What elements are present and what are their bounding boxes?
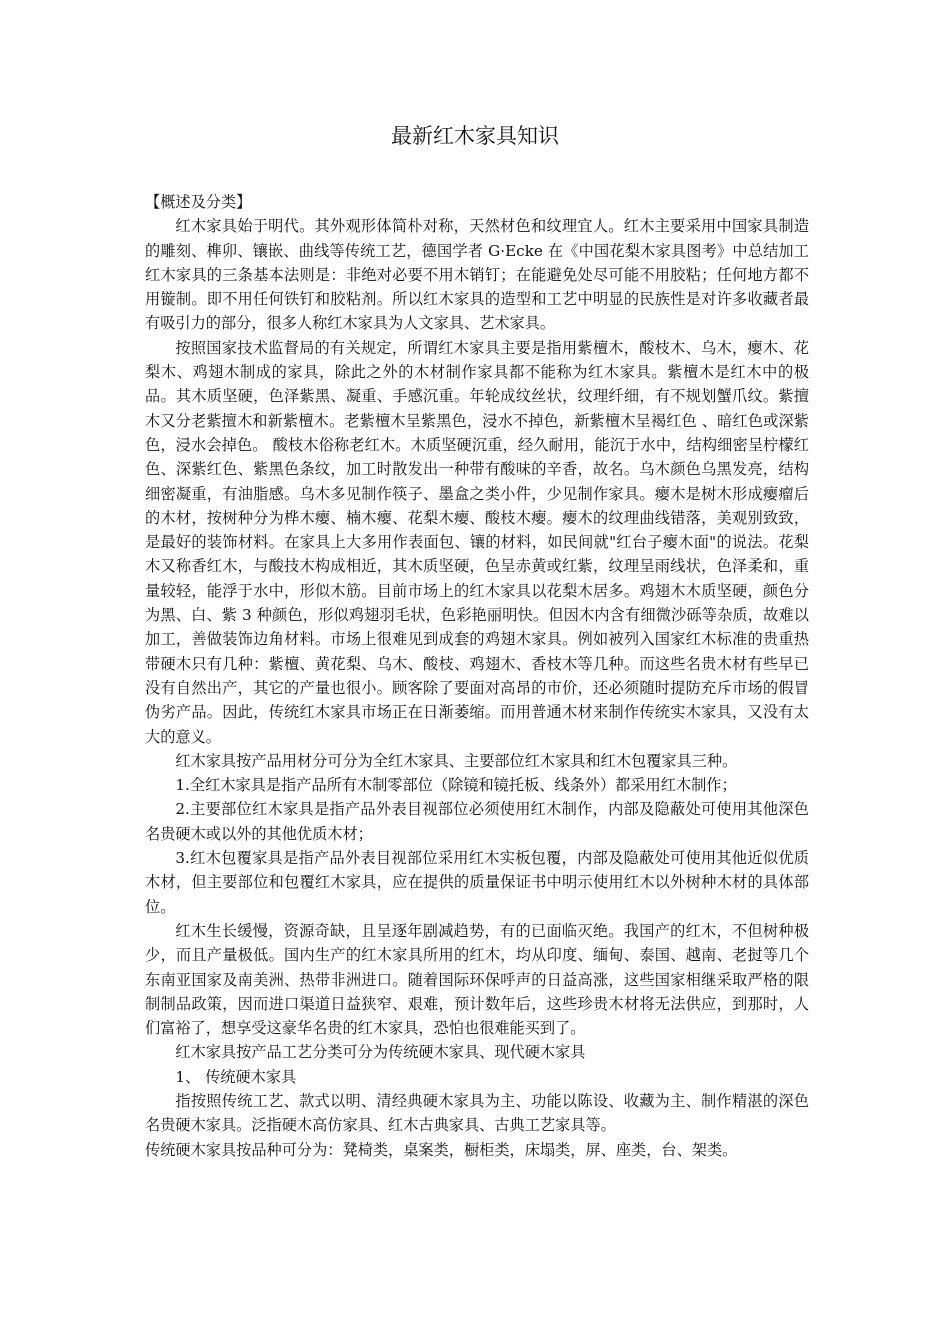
paragraph-craft-classes: 红木家具按产品工艺分类可分为传统硬木家具、现代硬木家具 [175,1043,586,1062]
paragraph-wood-types: 按照国家技术监督局的有关规定，所谓红木家具主要是指用紫檀木，酸枝木、乌木，瘿木、花梨木、鸡翅木制成的家具，除此之外的木材制作家具都不能称为红木家具。紫檀木是红木中的极品。其木质坚硬，色泽紫黑、凝重、手感沉重。年轮成纹丝状，纹理纤细，有不规划蟹爪纹。紫擅木又分老紫擅木和新紫檀木。老紫檀木呈紫黑色，浸水不掉色，新紫檀木呈褐红色 、暗红色或深紫色，浸水会掉色。 酸枝木俗称老红木。木质坚硬沉重，经久耐用，能沉于水中，结构细密呈柠檬红色、深紫红色、紫黑色条纹，加工时散发出一种带有酸味的辛香，故名。乌木颜色乌黑发亮，结构细密凝重，有油脂感。乌木多见制作筷子、墨盒之类小件，少见制作家具。瘿木是树木形成瘿瘤后的木材，按树种分为桦木瘿、楠木瘿、花梨木瘿、酸枝木瘿。瘿木的纹理曲线错落，美观别致致，是最好的装饰材料。在家具上大多用作表面包、镶的材料，如民间就"红台子瘿木面"的说法。花梨木又称香红木，与酸技木构成相近，其木质坚硬，色呈赤黄或红紫，纹理呈雨线状，色泽柔和，重量较轻，能浮于水中，形似木筋。目前市场上的红木家具以花梨木居多。鸡翅木木质坚硬，颜色分为黑、白、紫 3 种颜色，形似鸡翅羽毛状，色彩艳丽明快。但因木内含有细微沙砾等杂质，故难以加工，善做装饰边角材料。市场上很难见到成套的鸡翅木家具。例如被列入国家红木标准的贵重热带硬木只有几种：紫檀、黄花梨、乌木、酸枝、鸡翅木、香枝木等几种。而这些名贵木材有些早已没有自然出产，其它的产量也很小。顾客除了要面对高昂的市价，还必须随时提防充斥市场的假冒伪劣产品。因此，传统红木家具市场正在日渐萎缩。而用普通木材来制作传统实木家具，又没有太大的意义。 [145,338,809,746]
list-item-full-hongmu: 1.全红木家具是指产品所有木制零部位（除镜和镜托板、线条外）都采用红木制作； [175,776,737,795]
paragraph-intro: 红木家具始于明代。其外观形体简朴对称，天然材色和纹理宜人。红木主要采用中国家具制造的雕刻、榫卯、镶嵌、曲线等传统工艺，德国学者 G·Ecke 在《中国花梨木家具图考》中总结加工红木家具的三条基本法则是：非绝对必要不用木销钉；在能避免处尽可能不用胶粘；任何地方都不用镟制。即不用任何铁钉和胶粘剂。所以红木家具的造型和工艺中明显的民族性是对许多收藏者最有吸引力的部分，很多人称红木家具为人文家具、艺术家具。 [145,217,809,333]
document-title: 最新红木家具知识 [391,124,559,148]
paragraph-scarcity: 红木生长缓慢，资源奇缺，且呈逐年剧减趋势，有的已面临灭绝。我国产的红木，不但树种极少，而且产量极低。国内生产的红木家具所用的红木，均从印度、缅甸、泰国、越南、老挝等几个东南亚国家及南美洲、热带非洲进口。随着国际环保呼声的日益高涨，这些国家相继采取严格的限制制品政策，因而进口渠道日益狭窄、艰难，预计数年后，这些珍贵木材将无法供应，到那时，人们富裕了，想享受这豪华名贵的红木家具，恐怕也很难能买到了。 [145,921,809,1038]
paragraph-traditional-def: 指按照传统工艺、款式以明、清经典硬木家具为主、功能以陈设、收藏为主、制作精湛的深色名贵硬木家具。泛指硬木高仿家具、红木古典家具、古典工艺家具等。 [145,1091,809,1135]
list-item-main-parts: 2.主要部位红木家具是指产品外表目视部位必须使用红木制作，内部及隐蔽处可使用其他深色名贵硬木或以外的其他优质木材； [145,800,809,843]
paragraph-product-types: 传统硬木家具按品种可分为：凳椅类，桌案类，橱柜类，床塌类，屏、座类，台、架类。 [145,1140,738,1159]
document-body [145,190,809,1162]
subheading-traditional: 1、 传统硬木家具 [175,1067,297,1086]
paragraph-material-classes: 红木家具按产品用材分可分为全红木家具、主要部位红木家具和红木包覆家具三种。 [175,751,738,770]
section-heading: 【概述及分类】 [145,193,252,211]
list-item-veneered: 3.红木包覆家具是指产品外表目视部位采用红木实板包覆，内部及隐蔽处可使用其他近似优质木材，但主要部位和包覆红木家具，应在提供的质量保证书中明示使用红木以外树种木材的具体部位。 [145,849,809,916]
